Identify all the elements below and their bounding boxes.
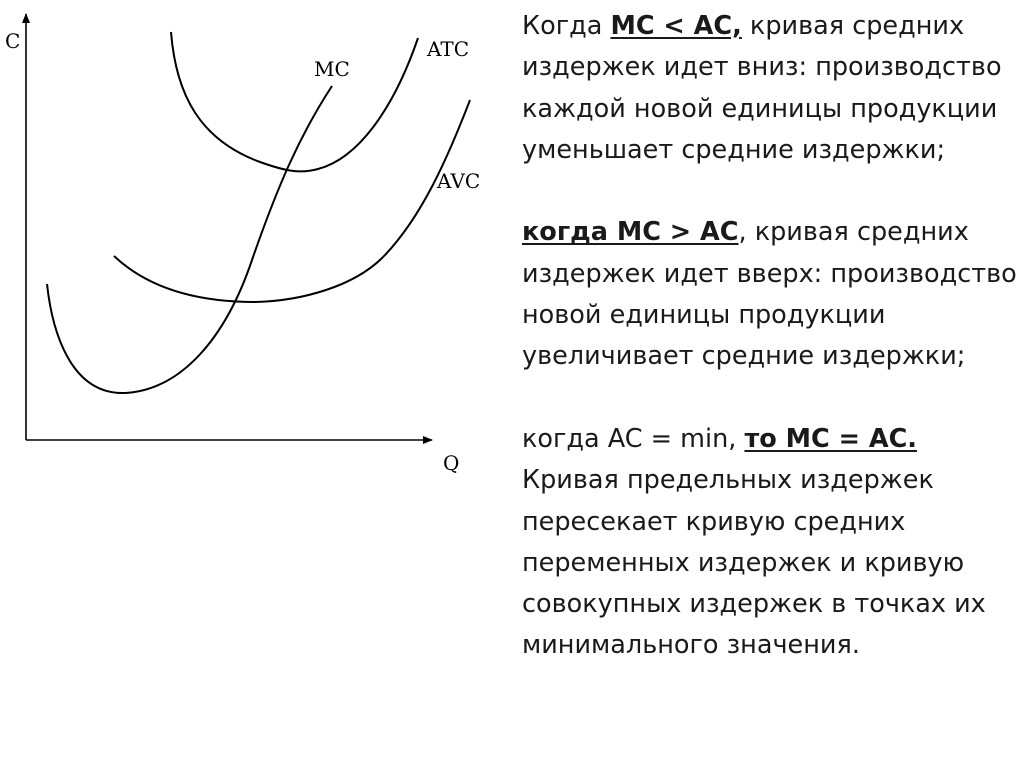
paragraph-body: кривая средних издержек идет вниз: производство каждой новой единицы продукции уменьшает средние издержки; xyxy=(522,11,1002,165)
atc-curve-label: ATC xyxy=(427,37,469,61)
explanation-paragraph-mc-greater-ac xyxy=(522,212,1017,377)
atc-curve xyxy=(171,32,418,171)
condition-mc-less-ac: MC < AC, xyxy=(610,11,742,41)
explanation-paragraph-mc-less-ac xyxy=(522,6,1017,171)
condition-mc-greater-ac: когда MC > AC xyxy=(522,217,739,248)
y-axis-label: C xyxy=(5,29,21,53)
mc-curve-label: MC xyxy=(314,57,350,81)
mc-curve xyxy=(47,86,332,393)
paragraph-lead: когда AC = min, xyxy=(522,423,745,454)
paragraph-body: Кривая предельных издержек пересекает кривую средних переменных издержек и кривую совокупных издержек в точках их минимального значения. xyxy=(522,465,986,661)
explanation-text xyxy=(522,6,1017,667)
explanation-paragraph-ac-min xyxy=(522,419,1017,667)
x-axis-label: Q xyxy=(443,451,460,475)
paragraph-lead: Когда xyxy=(522,11,611,41)
paragraph-body: , кривая средних издержек идет вверх: производство новой единицы продукции увеличивает средние издержки; xyxy=(522,217,1017,372)
condition-mc-equals-ac: то MC = AC. xyxy=(744,423,917,454)
avc-curve-label: AVC xyxy=(437,169,481,193)
avc-curve xyxy=(114,100,470,302)
